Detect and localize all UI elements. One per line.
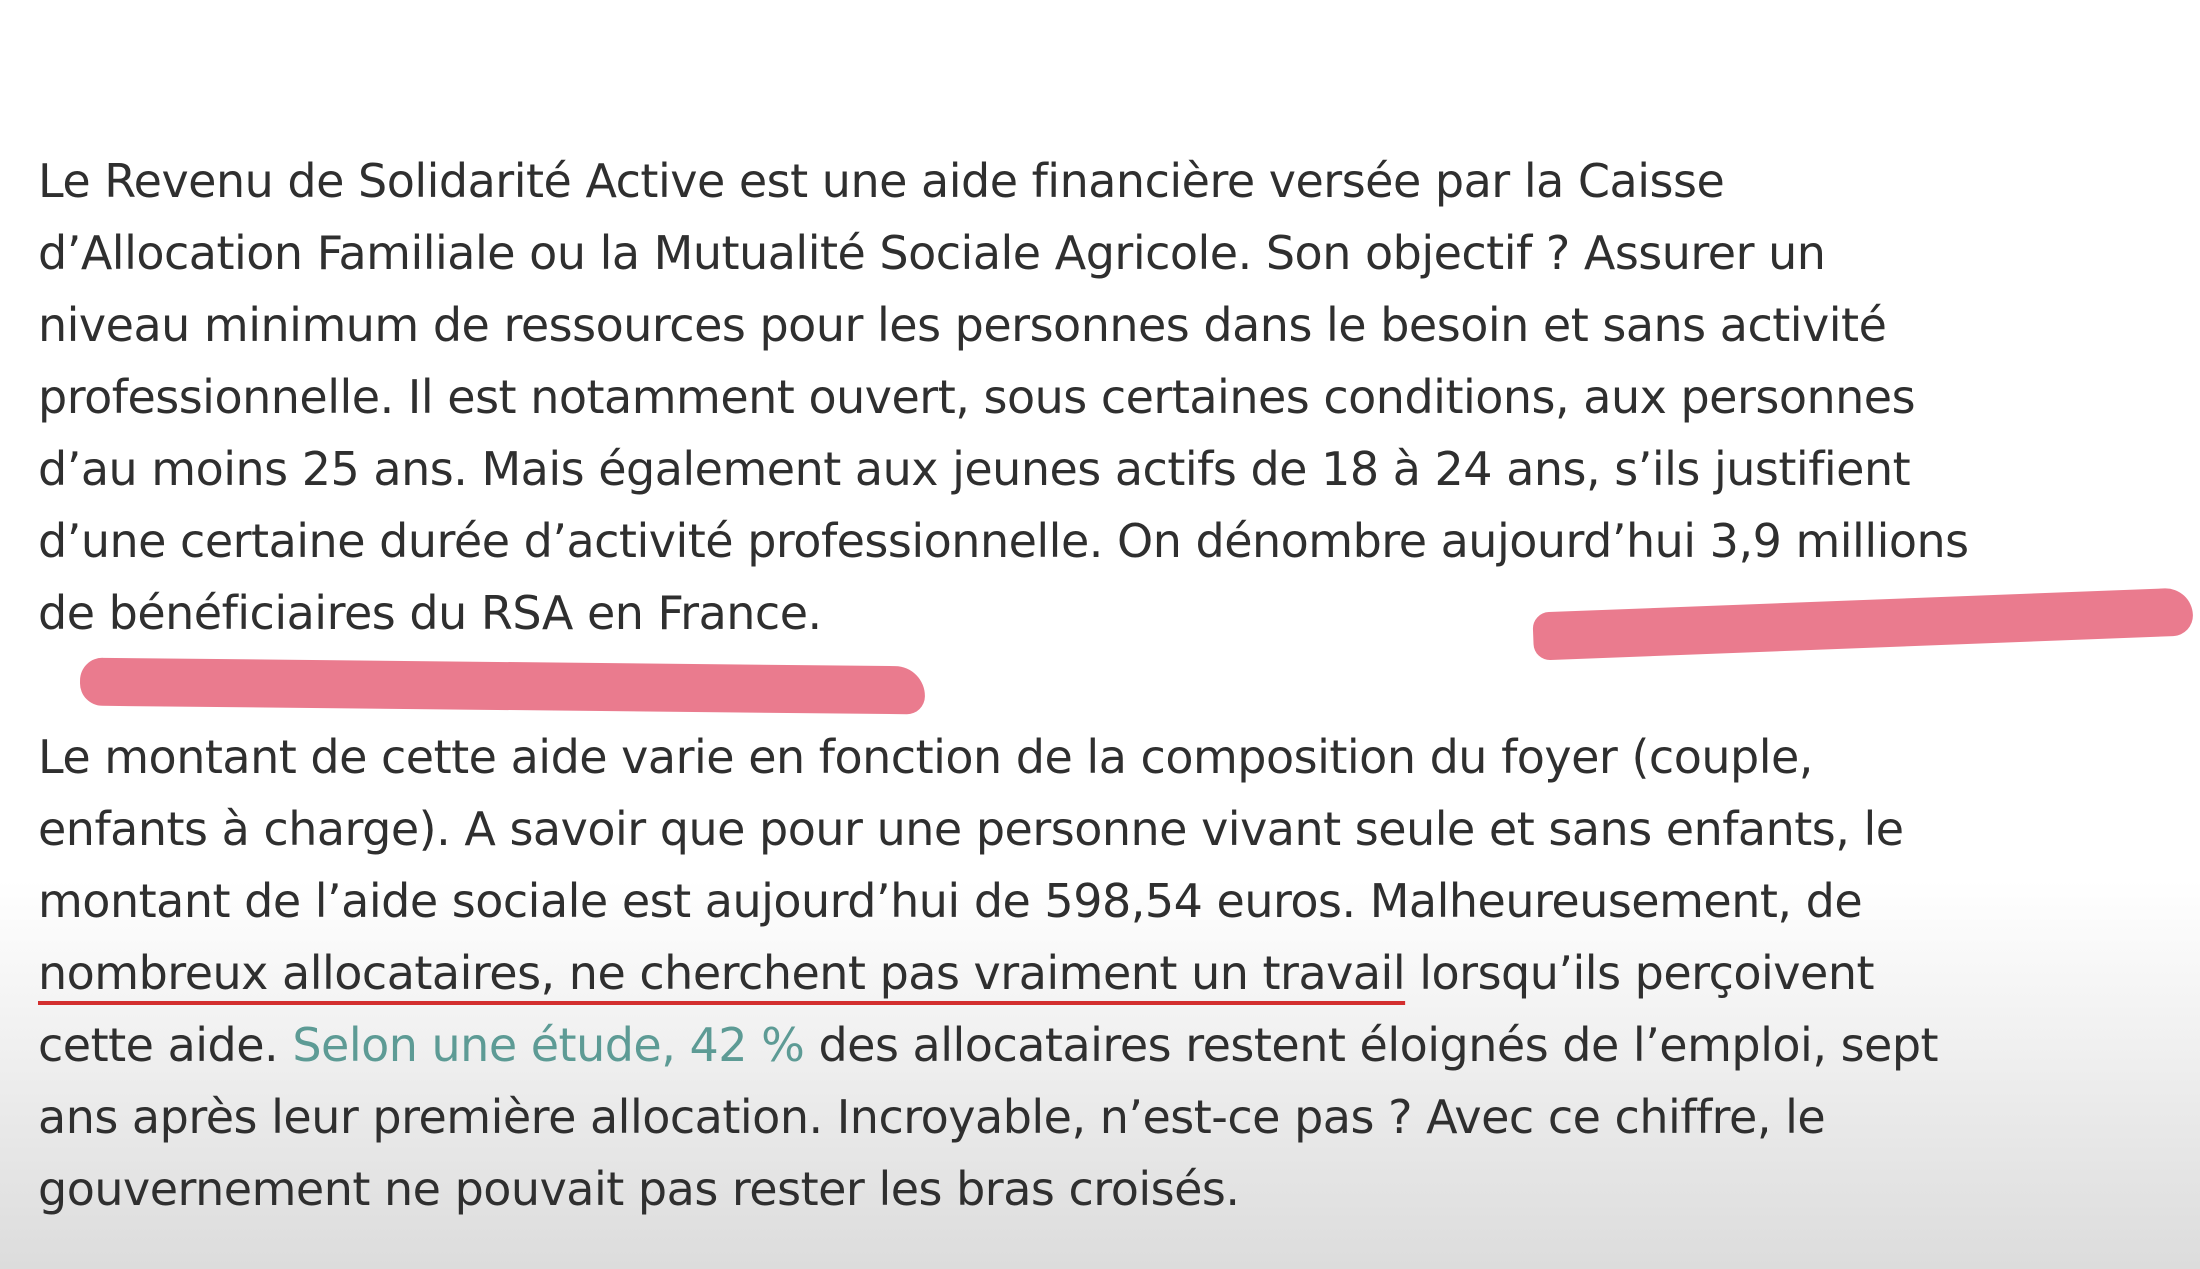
paragraph-1 (38, 145, 2158, 649)
paragraph-line (38, 937, 2158, 1009)
paragraph-line: de bénéficiaires du RSA en France. (38, 586, 822, 640)
paragraph-line: Le Revenu de Solidarité Active est une aide financière versée par la Caisse (38, 154, 1725, 208)
paragraph-line: ans après leur première allocation. Incroyable, n’est-ce pas ? Avec ce chiffre, le (38, 1090, 1826, 1144)
underlined-phrase: nombreux allocataires, ne cherchent pas vraiment un travail (38, 946, 1406, 1000)
paragraph-line: professionnelle. Il est notamment ouvert, sous certaines conditions, aux personnes (38, 370, 1916, 424)
paragraph-line: Le montant de cette aide varie en fonction de la composition du foyer (couple, (38, 730, 1813, 784)
article-body (38, 145, 2158, 1225)
paragraph-line: niveau minimum de ressources pour les personnes dans le besoin et sans activité (38, 298, 1887, 352)
paragraph-line: gouvernement ne pouvait pas rester les bras croisés. (38, 1162, 1240, 1216)
paragraph-line (38, 1009, 2158, 1081)
line-text: cette aide. (38, 1018, 293, 1072)
paragraph-line: d’une certaine durée d’activité professionnelle. On dénombre aujourd’hui 3,9 millions (38, 514, 1969, 568)
paragraph-line: enfants à charge). A savoir que pour une personne vivant seule et sans enfants, le (38, 802, 1904, 856)
line-text: lorsqu’ils perçoivent (1405, 946, 1875, 1000)
paragraph-line: d’Allocation Familiale ou la Mutualité Sociale Agricole. Son objectif ? Assurer un (38, 226, 1826, 280)
line-text: des allocataires restent éloignés de l’emploi, sept (804, 1018, 1939, 1072)
paragraph-2 (38, 721, 2158, 1225)
study-link[interactable]: Selon une étude, 42 % (292, 1018, 805, 1072)
paragraph-line: d’au moins 25 ans. Mais également aux jeunes actifs de 18 à 24 ans, s’ils justifient (38, 442, 1911, 496)
paragraph-line: montant de l’aide sociale est aujourd’hui de 598,54 euros. Malheureusement, de (38, 874, 1863, 928)
